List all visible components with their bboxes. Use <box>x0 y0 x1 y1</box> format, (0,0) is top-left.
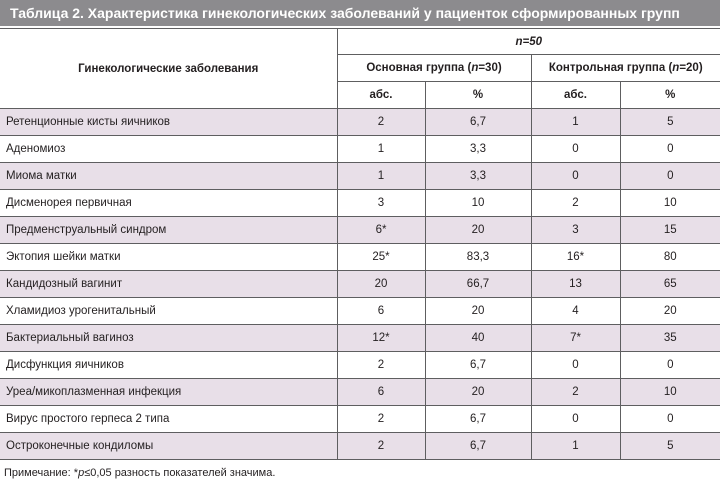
note-p-symbol: p <box>78 467 85 479</box>
cell-main-abs: 1 <box>337 136 425 163</box>
table-row <box>0 298 720 325</box>
table-row <box>0 433 720 460</box>
cell-main-pct: 6,7 <box>425 406 531 433</box>
column-header-control-abs: абс. <box>531 82 620 109</box>
cell-control-pct: 35 <box>620 325 720 352</box>
table-row <box>0 217 720 244</box>
cell-control-abs: 0 <box>531 406 620 433</box>
cell-main-pct: 20 <box>425 379 531 406</box>
cell-control-abs: 4 <box>531 298 620 325</box>
table-row <box>0 406 720 433</box>
note-prefix: Примечание: * <box>4 467 79 479</box>
cell-main-pct: 40 <box>425 325 531 352</box>
cell-main-pct: 6,7 <box>425 352 531 379</box>
cell-main-abs: 2 <box>337 109 425 136</box>
table-row <box>0 271 720 298</box>
cell-control-pct: 20 <box>620 298 720 325</box>
cell-main-abs: 20 <box>337 271 425 298</box>
table-row <box>0 136 720 163</box>
table-row <box>0 109 720 136</box>
cell-main-abs: 6 <box>337 379 425 406</box>
cell-control-abs: 0 <box>531 163 620 190</box>
table-row <box>0 163 720 190</box>
disease-table <box>0 28 720 460</box>
cell-disease-name: Дисфункция яичников <box>0 352 337 379</box>
cell-main-pct: 6,7 <box>425 109 531 136</box>
cell-disease-name: Миома матки <box>0 163 337 190</box>
cell-main-pct: 20 <box>425 298 531 325</box>
cell-disease-name: Предменструальный синдром <box>0 217 337 244</box>
column-header-control-group: Контрольная группа (n=20) <box>531 55 720 82</box>
cell-control-abs: 1 <box>531 433 620 460</box>
cell-main-abs: 3 <box>337 190 425 217</box>
cell-control-pct: 5 <box>620 109 720 136</box>
cell-control-abs: 3 <box>531 217 620 244</box>
column-header-control-pct: % <box>620 82 720 109</box>
cell-control-pct: 0 <box>620 136 720 163</box>
cell-control-abs: 16* <box>531 244 620 271</box>
cell-control-abs: 13 <box>531 271 620 298</box>
cell-disease-name: Хламидиоз урогенитальный <box>0 298 337 325</box>
column-header-main-pct: % <box>425 82 531 109</box>
note-text: ≤0,05 разность показателей значима. <box>84 467 276 479</box>
cell-main-abs: 2 <box>337 433 425 460</box>
cell-control-pct: 65 <box>620 271 720 298</box>
n-total-label: n=50 <box>515 35 543 48</box>
cell-control-pct: 0 <box>620 352 720 379</box>
cell-main-abs: 2 <box>337 406 425 433</box>
cell-control-pct: 80 <box>620 244 720 271</box>
cell-main-abs: 6* <box>337 217 425 244</box>
table-body <box>0 109 720 460</box>
cell-main-pct: 10 <box>425 190 531 217</box>
cell-main-pct: 6,7 <box>425 433 531 460</box>
cell-control-abs: 0 <box>531 136 620 163</box>
table-row <box>0 325 720 352</box>
table-row <box>0 190 720 217</box>
column-header-main-group: Основная группа (n=30) <box>337 55 531 82</box>
table-row <box>0 352 720 379</box>
cell-main-abs: 2 <box>337 352 425 379</box>
table-row <box>0 244 720 271</box>
column-header-total <box>337 29 720 55</box>
cell-disease-name: Дисменорея первичная <box>0 190 337 217</box>
cell-main-pct: 66,7 <box>425 271 531 298</box>
table-row <box>0 379 720 406</box>
cell-main-pct: 83,3 <box>425 244 531 271</box>
cell-control-pct: 0 <box>620 406 720 433</box>
cell-control-abs: 0 <box>531 352 620 379</box>
cell-disease-name: Уреа/микоплазменная инфекция <box>0 379 337 406</box>
cell-control-abs: 1 <box>531 109 620 136</box>
cell-control-pct: 15 <box>620 217 720 244</box>
cell-disease-name: Остроконечные кондиломы <box>0 433 337 460</box>
column-header-main-abs: абс. <box>337 82 425 109</box>
cell-disease-name: Вирус простого герпеса 2 типа <box>0 406 337 433</box>
cell-main-pct: 20 <box>425 217 531 244</box>
cell-control-pct: 10 <box>620 379 720 406</box>
table-note <box>4 467 275 479</box>
cell-disease-name: Эктопия шейки матки <box>0 244 337 271</box>
cell-control-pct: 0 <box>620 163 720 190</box>
cell-main-abs: 6 <box>337 298 425 325</box>
cell-disease-name: Аденомиоз <box>0 136 337 163</box>
cell-disease-name: Бактериальный вагиноз <box>0 325 337 352</box>
table-title: Таблица 2. Характеристика гинекологических заболеваний у пациенток сформированных групп <box>0 0 720 26</box>
cell-main-pct: 3,3 <box>425 163 531 190</box>
cell-control-pct: 10 <box>620 190 720 217</box>
cell-control-pct: 5 <box>620 433 720 460</box>
column-header-diseases: Гинекологические заболевания <box>0 29 337 109</box>
cell-main-abs: 1 <box>337 163 425 190</box>
cell-control-abs: 7* <box>531 325 620 352</box>
cell-main-pct: 3,3 <box>425 136 531 163</box>
cell-control-abs: 2 <box>531 379 620 406</box>
cell-disease-name: Кандидозный вагинит <box>0 271 337 298</box>
cell-main-abs: 25* <box>337 244 425 271</box>
cell-main-abs: 12* <box>337 325 425 352</box>
cell-disease-name: Ретенционные кисты яичников <box>0 109 337 136</box>
cell-control-abs: 2 <box>531 190 620 217</box>
